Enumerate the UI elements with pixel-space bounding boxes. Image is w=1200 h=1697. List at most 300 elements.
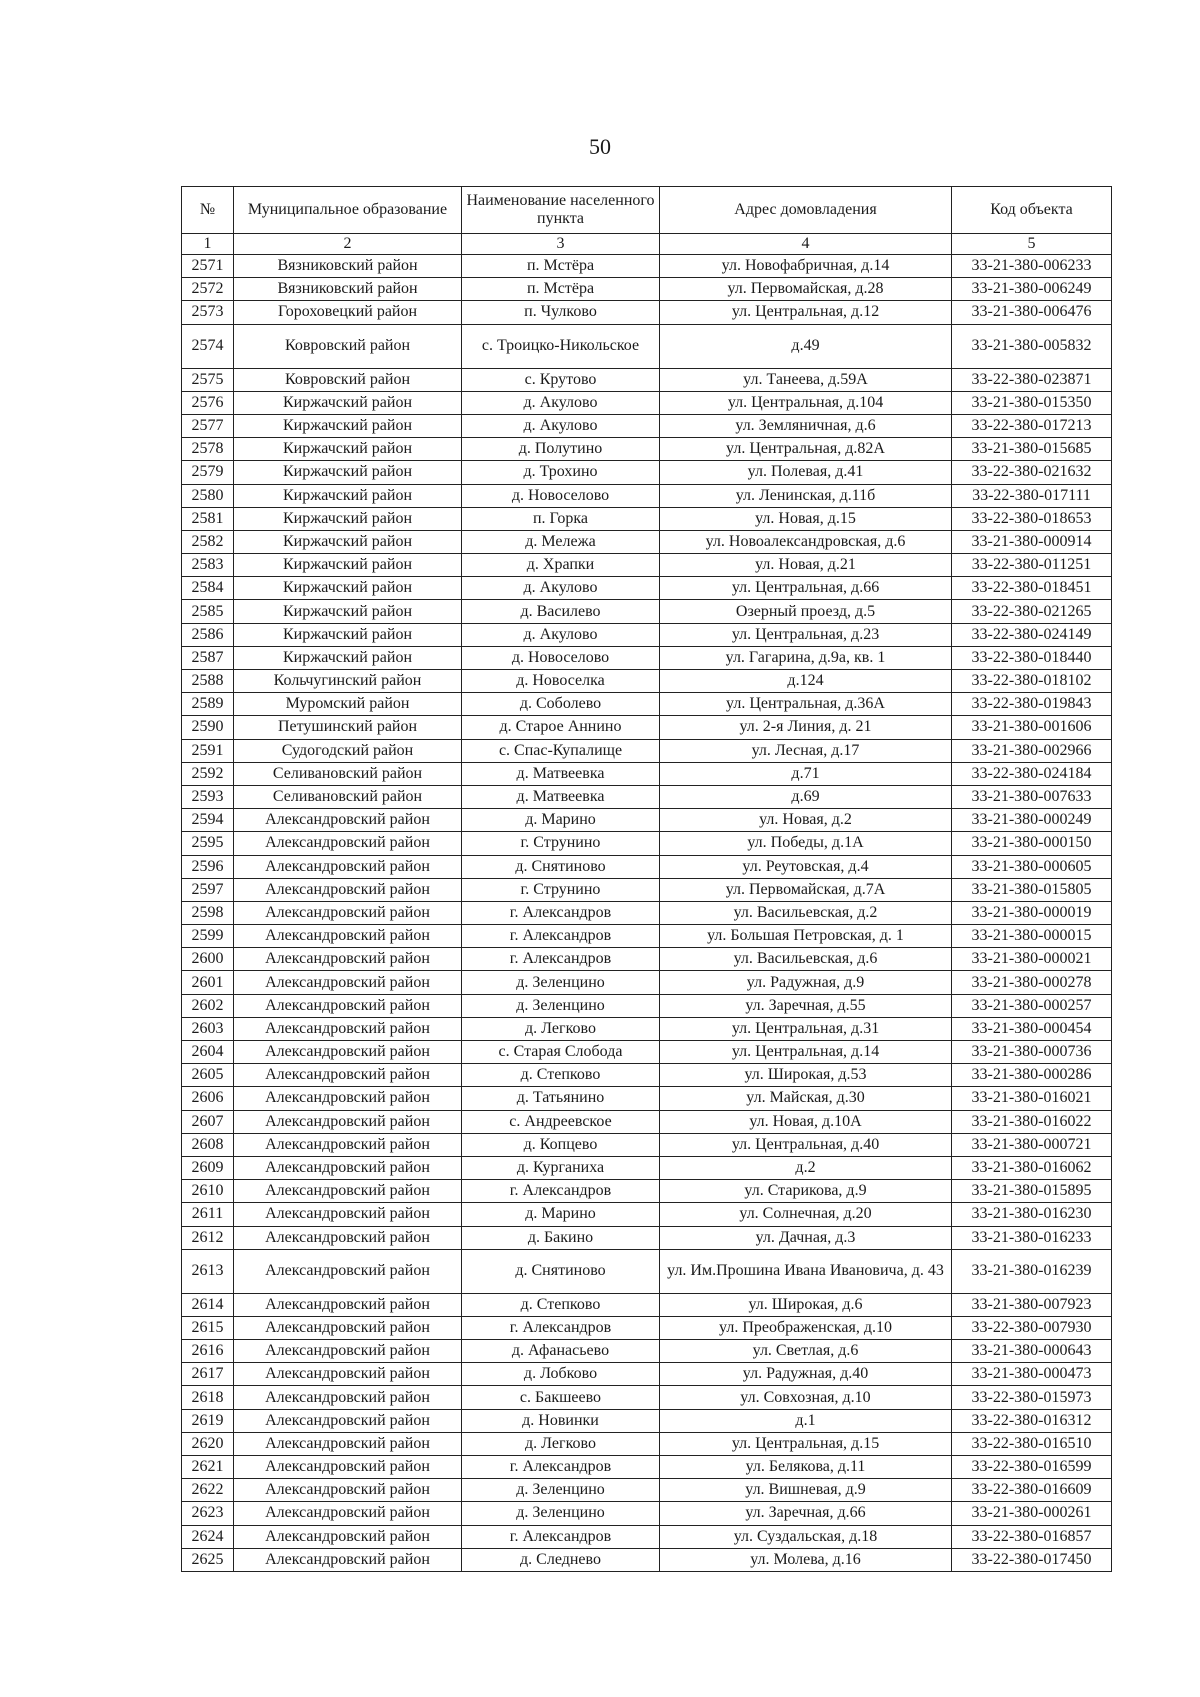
- table-row: [182, 1110, 1112, 1133]
- settlement-cell: г. Александров: [462, 1180, 660, 1203]
- row-number: 2621: [182, 1456, 234, 1479]
- table-row: [182, 855, 1112, 878]
- settlement-cell: д. Марино: [462, 809, 660, 832]
- table-row: [182, 1340, 1112, 1363]
- address-cell: ул. Радужная, д.9: [660, 971, 952, 994]
- object-code-cell: 33-21-380-005832: [952, 324, 1112, 368]
- row-number: 2571: [182, 255, 234, 278]
- row-number: 2590: [182, 716, 234, 739]
- municipality-cell: Ковровский район: [234, 368, 462, 391]
- object-code-cell: 33-22-380-021632: [952, 461, 1112, 484]
- address-cell: ул. Центральная, д.82А: [660, 438, 952, 461]
- municipality-cell: Александровский район: [234, 1180, 462, 1203]
- address-cell: ул. Победы, д.1А: [660, 832, 952, 855]
- address-cell: ул. Новоалександровская, д.6: [660, 530, 952, 553]
- row-number: 2575: [182, 368, 234, 391]
- settlement-cell: д. Новоселово: [462, 646, 660, 669]
- row-number: 2586: [182, 623, 234, 646]
- municipality-cell: Киржачский район: [234, 438, 462, 461]
- table-row: [182, 901, 1112, 924]
- address-cell: ул. Реутовская, д.4: [660, 855, 952, 878]
- address-cell: ул. Центральная, д.15: [660, 1432, 952, 1455]
- municipality-cell: Ковровский район: [234, 324, 462, 368]
- object-code-cell: 33-22-380-018102: [952, 670, 1112, 693]
- table-row: [182, 1456, 1112, 1479]
- row-number: 2597: [182, 878, 234, 901]
- municipality-cell: Кольчугинский район: [234, 670, 462, 693]
- table-row: [182, 1226, 1112, 1249]
- object-code-cell: 33-22-380-021265: [952, 600, 1112, 623]
- header-row: [182, 187, 1112, 234]
- row-number: 2593: [182, 785, 234, 808]
- object-code-cell: 33-21-380-000249: [952, 809, 1112, 832]
- table-row: [182, 1133, 1112, 1156]
- row-number: 2609: [182, 1156, 234, 1179]
- settlement-cell: г. Александров: [462, 1525, 660, 1548]
- table-row: [182, 1409, 1112, 1432]
- table-row: [182, 948, 1112, 971]
- settlement-cell: д. Акулово: [462, 414, 660, 437]
- row-number: 2577: [182, 414, 234, 437]
- municipality-cell: Вязниковский район: [234, 278, 462, 301]
- table-row: [182, 255, 1112, 278]
- object-code-cell: 33-21-380-007923: [952, 1293, 1112, 1316]
- settlement-cell: с. Спас-Купалище: [462, 739, 660, 762]
- table-row: [182, 368, 1112, 391]
- row-number: 2598: [182, 901, 234, 924]
- municipality-cell: Александровский район: [234, 925, 462, 948]
- settlement-cell: д. Снятиново: [462, 855, 660, 878]
- object-code-cell: 33-22-380-017111: [952, 484, 1112, 507]
- row-number: 2613: [182, 1249, 234, 1293]
- municipality-cell: Александровский район: [234, 1249, 462, 1293]
- settlement-cell: д. Трохино: [462, 461, 660, 484]
- row-number: 2580: [182, 484, 234, 507]
- table-row: [182, 809, 1112, 832]
- object-code-cell: 33-21-380-000473: [952, 1363, 1112, 1386]
- table-row: [182, 391, 1112, 414]
- address-cell: ул. Совхозная, д.10: [660, 1386, 952, 1409]
- table-row: [182, 739, 1112, 762]
- address-cell: ул. Старикова, д.9: [660, 1180, 952, 1203]
- address-cell: ул. Первомайская, д.7А: [660, 878, 952, 901]
- settlement-cell: д. Степково: [462, 1064, 660, 1087]
- address-cell: ул. Широкая, д.6: [660, 1293, 952, 1316]
- address-cell: ул. Ленинская, д.11б: [660, 484, 952, 507]
- header-object-code: Код объекта: [952, 187, 1112, 234]
- address-cell: ул. Васильевская, д.6: [660, 948, 952, 971]
- settlement-cell: д. Василево: [462, 600, 660, 623]
- column-number: 1: [182, 234, 234, 255]
- row-number: 2574: [182, 324, 234, 368]
- settlement-cell: д. Татьянино: [462, 1087, 660, 1110]
- municipality-cell: Александровский район: [234, 832, 462, 855]
- settlement-cell: д. Матвеевка: [462, 762, 660, 785]
- object-code-cell: 33-22-380-017450: [952, 1548, 1112, 1571]
- address-cell: ул. Лесная, д.17: [660, 739, 952, 762]
- municipality-cell: Вязниковский район: [234, 255, 462, 278]
- settlement-cell: п. Мстёра: [462, 255, 660, 278]
- table-row: [182, 1316, 1112, 1339]
- object-code-cell: 33-21-380-000914: [952, 530, 1112, 553]
- settlement-cell: д. Новинки: [462, 1409, 660, 1432]
- municipality-cell: Александровский район: [234, 1479, 462, 1502]
- settlement-cell: г. Александров: [462, 925, 660, 948]
- object-code-cell: 33-21-380-000015: [952, 925, 1112, 948]
- municipality-cell: Киржачский район: [234, 530, 462, 553]
- settlement-cell: д. Старое Аннино: [462, 716, 660, 739]
- object-code-cell: 33-21-380-000257: [952, 994, 1112, 1017]
- municipality-cell: Александровский район: [234, 1340, 462, 1363]
- address-cell: ул. Солнечная, д.20: [660, 1203, 952, 1226]
- settlement-cell: д. Следнево: [462, 1548, 660, 1571]
- row-number: 2587: [182, 646, 234, 669]
- header-number: №: [182, 187, 234, 234]
- address-cell: ул. Им.Прошина Ивана Ивановича, д. 43: [660, 1249, 952, 1293]
- row-number: 2594: [182, 809, 234, 832]
- settlement-cell: д. Матвеевка: [462, 785, 660, 808]
- address-cell: ул. Центральная, д.40: [660, 1133, 952, 1156]
- object-code-cell: 33-21-380-015685: [952, 438, 1112, 461]
- table-row: [182, 971, 1112, 994]
- object-code-cell: 33-22-380-018451: [952, 577, 1112, 600]
- address-cell: ул. Белякова, д.11: [660, 1456, 952, 1479]
- object-code-cell: 33-21-380-000454: [952, 1017, 1112, 1040]
- object-code-cell: 33-22-380-007930: [952, 1316, 1112, 1339]
- table-row: [182, 1156, 1112, 1179]
- municipality-cell: Александровский район: [234, 1363, 462, 1386]
- table-row: [182, 1180, 1112, 1203]
- settlement-cell: г. Александров: [462, 901, 660, 924]
- row-number: 2572: [182, 278, 234, 301]
- municipality-cell: Александровский район: [234, 901, 462, 924]
- address-cell: ул. Первомайская, д.28: [660, 278, 952, 301]
- municipality-cell: Александровский район: [234, 878, 462, 901]
- object-code-cell: 33-22-380-023871: [952, 368, 1112, 391]
- address-cell: ул. Суздальская, д.18: [660, 1525, 952, 1548]
- row-number: 2589: [182, 693, 234, 716]
- municipality-cell: Александровский район: [234, 1156, 462, 1179]
- settlement-cell: д. Зеленцино: [462, 1479, 660, 1502]
- row-number: 2619: [182, 1409, 234, 1432]
- row-number: 2620: [182, 1432, 234, 1455]
- row-number: 2616: [182, 1340, 234, 1363]
- table-row: [182, 1502, 1112, 1525]
- municipality-cell: Александровский район: [234, 1548, 462, 1571]
- object-code-cell: 33-22-380-018440: [952, 646, 1112, 669]
- table-row: [182, 1548, 1112, 1571]
- row-number: 2602: [182, 994, 234, 1017]
- municipality-cell: Александровский район: [234, 1110, 462, 1133]
- table-row: [182, 762, 1112, 785]
- address-cell: ул. Молева, д.16: [660, 1548, 952, 1571]
- address-cell: ул. Широкая, д.53: [660, 1064, 952, 1087]
- address-cell: ул. Светлая, д.6: [660, 1340, 952, 1363]
- object-code-cell: 33-21-380-000261: [952, 1502, 1112, 1525]
- object-code-cell: 33-21-380-015895: [952, 1180, 1112, 1203]
- settlement-cell: д. Зеленцино: [462, 971, 660, 994]
- settlement-cell: д. Акулово: [462, 391, 660, 414]
- address-cell: д.124: [660, 670, 952, 693]
- municipality-cell: Киржачский район: [234, 600, 462, 623]
- object-code-cell: 33-22-380-016510: [952, 1432, 1112, 1455]
- address-cell: ул. Гагарина, д.9а, кв. 1: [660, 646, 952, 669]
- address-cell: ул. Майская, д.30: [660, 1087, 952, 1110]
- object-code-cell: 33-21-380-000021: [952, 948, 1112, 971]
- municipality-cell: Киржачский район: [234, 507, 462, 530]
- settlement-cell: д. Новоселка: [462, 670, 660, 693]
- registry-table: [181, 186, 1112, 1572]
- municipality-cell: Киржачский район: [234, 484, 462, 507]
- table-row: [182, 1017, 1112, 1040]
- table-row: [182, 1041, 1112, 1064]
- address-cell: ул. Заречная, д.55: [660, 994, 952, 1017]
- municipality-cell: Александровский район: [234, 948, 462, 971]
- address-cell: д.2: [660, 1156, 952, 1179]
- municipality-cell: Гороховецкий район: [234, 301, 462, 324]
- table-row: [182, 646, 1112, 669]
- row-number: 2614: [182, 1293, 234, 1316]
- settlement-cell: с. Старая Слобода: [462, 1041, 660, 1064]
- settlement-cell: г. Александров: [462, 948, 660, 971]
- municipality-cell: Александровский район: [234, 1456, 462, 1479]
- row-number: 2588: [182, 670, 234, 693]
- row-number: 2591: [182, 739, 234, 762]
- address-cell: ул. Новая, д.15: [660, 507, 952, 530]
- row-number: 2582: [182, 530, 234, 553]
- address-cell: ул. Центральная, д.23: [660, 623, 952, 646]
- municipality-cell: Александровский район: [234, 1316, 462, 1339]
- settlement-cell: д. Степково: [462, 1293, 660, 1316]
- column-number-row: [182, 234, 1112, 255]
- object-code-cell: 33-21-380-000721: [952, 1133, 1112, 1156]
- table-row: [182, 600, 1112, 623]
- settlement-cell: с. Бакшеево: [462, 1386, 660, 1409]
- object-code-cell: 33-21-380-000278: [952, 971, 1112, 994]
- address-cell: ул. Дачная, д.3: [660, 1226, 952, 1249]
- municipality-cell: Киржачский район: [234, 577, 462, 600]
- row-number: 2600: [182, 948, 234, 971]
- municipality-cell: Александровский район: [234, 994, 462, 1017]
- address-cell: ул. 2-я Линия, д. 21: [660, 716, 952, 739]
- address-cell: ул. Новофабричная, д.14: [660, 255, 952, 278]
- address-cell: ул. Центральная, д.66: [660, 577, 952, 600]
- settlement-cell: д. Бакино: [462, 1226, 660, 1249]
- address-cell: ул. Новая, д.10А: [660, 1110, 952, 1133]
- object-code-cell: 33-21-380-000736: [952, 1041, 1112, 1064]
- municipality-cell: Александровский район: [234, 1203, 462, 1226]
- row-number: 2607: [182, 1110, 234, 1133]
- municipality-cell: Александровский район: [234, 1133, 462, 1156]
- address-cell: ул. Центральная, д.31: [660, 1017, 952, 1040]
- object-code-cell: 33-21-380-015805: [952, 878, 1112, 901]
- settlement-cell: д. Снятиново: [462, 1249, 660, 1293]
- table-row: [182, 623, 1112, 646]
- settlement-cell: с. Андреевское: [462, 1110, 660, 1133]
- address-cell: ул. Земляничная, д.6: [660, 414, 952, 437]
- object-code-cell: 33-21-380-006233: [952, 255, 1112, 278]
- object-code-cell: 33-21-380-000643: [952, 1340, 1112, 1363]
- municipality-cell: Селивановский район: [234, 785, 462, 808]
- municipality-cell: Киржачский район: [234, 554, 462, 577]
- municipality-cell: Петушинский район: [234, 716, 462, 739]
- settlement-cell: д. Зеленцино: [462, 1502, 660, 1525]
- row-number: 2579: [182, 461, 234, 484]
- object-code-cell: 33-21-380-000150: [952, 832, 1112, 855]
- object-code-cell: 33-21-380-015350: [952, 391, 1112, 414]
- object-code-cell: 33-22-380-017213: [952, 414, 1112, 437]
- settlement-cell: д. Соболево: [462, 693, 660, 716]
- object-code-cell: 33-21-380-016230: [952, 1203, 1112, 1226]
- address-cell: д.1: [660, 1409, 952, 1432]
- row-number: 2576: [182, 391, 234, 414]
- address-cell: ул. Вишневая, д.9: [660, 1479, 952, 1502]
- header-settlement: Наименование населенного пункта: [462, 187, 660, 234]
- table-row: [182, 301, 1112, 324]
- municipality-cell: Александровский район: [234, 1432, 462, 1455]
- row-number: 2605: [182, 1064, 234, 1087]
- address-cell: д.71: [660, 762, 952, 785]
- address-cell: ул. Центральная, д.36А: [660, 693, 952, 716]
- table-row: [182, 1203, 1112, 1226]
- row-number: 2624: [182, 1525, 234, 1548]
- table-row: [182, 1363, 1112, 1386]
- settlement-cell: г. Струнино: [462, 878, 660, 901]
- table-row: [182, 1293, 1112, 1316]
- settlement-cell: д. Акулово: [462, 623, 660, 646]
- settlement-cell: г. Александров: [462, 1316, 660, 1339]
- object-code-cell: 33-22-380-018653: [952, 507, 1112, 530]
- object-code-cell: 33-21-380-001606: [952, 716, 1112, 739]
- municipality-cell: Киржачский район: [234, 461, 462, 484]
- municipality-cell: Александровский район: [234, 971, 462, 994]
- municipality-cell: Александровский район: [234, 1087, 462, 1110]
- municipality-cell: Киржачский район: [234, 414, 462, 437]
- object-code-cell: 33-22-380-016857: [952, 1525, 1112, 1548]
- settlement-cell: д. Курганиха: [462, 1156, 660, 1179]
- object-code-cell: 33-21-380-016022: [952, 1110, 1112, 1133]
- object-code-cell: 33-21-380-016239: [952, 1249, 1112, 1293]
- address-cell: д.49: [660, 324, 952, 368]
- table-row: [182, 554, 1112, 577]
- row-number: 2612: [182, 1226, 234, 1249]
- row-number: 2618: [182, 1386, 234, 1409]
- table-row: [182, 414, 1112, 437]
- object-code-cell: 33-21-380-016021: [952, 1087, 1112, 1110]
- row-number: 2615: [182, 1316, 234, 1339]
- row-number: 2595: [182, 832, 234, 855]
- settlement-cell: г. Александров: [462, 1456, 660, 1479]
- row-number: 2596: [182, 855, 234, 878]
- settlement-cell: п. Мстёра: [462, 278, 660, 301]
- municipality-cell: Селивановский район: [234, 762, 462, 785]
- table-row: [182, 1479, 1112, 1502]
- object-code-cell: 33-21-380-006476: [952, 301, 1112, 324]
- row-number: 2625: [182, 1548, 234, 1571]
- address-cell: Озерный проезд, д.5: [660, 600, 952, 623]
- object-code-cell: 33-21-380-016233: [952, 1226, 1112, 1249]
- object-code-cell: 33-21-380-006249: [952, 278, 1112, 301]
- municipality-cell: Александровский район: [234, 1409, 462, 1432]
- object-code-cell: 33-21-380-000019: [952, 901, 1112, 924]
- settlement-cell: д. Лобково: [462, 1363, 660, 1386]
- table-row: [182, 507, 1112, 530]
- municipality-cell: Судогодский район: [234, 739, 462, 762]
- column-number: 4: [660, 234, 952, 255]
- settlement-cell: д. Легково: [462, 1017, 660, 1040]
- settlement-cell: с. Троицко-Никольское: [462, 324, 660, 368]
- settlement-cell: д. Зеленцино: [462, 994, 660, 1017]
- object-code-cell: 33-22-380-019843: [952, 693, 1112, 716]
- object-code-cell: 33-21-380-007633: [952, 785, 1112, 808]
- table-row: [182, 438, 1112, 461]
- address-cell: ул. Центральная, д.12: [660, 301, 952, 324]
- municipality-cell: Александровский район: [234, 1386, 462, 1409]
- row-number: 2623: [182, 1502, 234, 1525]
- municipality-cell: Киржачский район: [234, 623, 462, 646]
- object-code-cell: 33-21-380-016062: [952, 1156, 1112, 1179]
- municipality-cell: Александровский район: [234, 809, 462, 832]
- settlement-cell: д. Копцево: [462, 1133, 660, 1156]
- row-number: 2610: [182, 1180, 234, 1203]
- address-cell: ул. Радужная, д.40: [660, 1363, 952, 1386]
- table-row: [182, 832, 1112, 855]
- row-number: 2585: [182, 600, 234, 623]
- object-code-cell: 33-22-380-016609: [952, 1479, 1112, 1502]
- municipality-cell: Муромский район: [234, 693, 462, 716]
- table-row: [182, 1386, 1112, 1409]
- object-code-cell: 33-22-380-015973: [952, 1386, 1112, 1409]
- row-number: 2599: [182, 925, 234, 948]
- row-number: 2592: [182, 762, 234, 785]
- address-cell: ул. Центральная, д.104: [660, 391, 952, 414]
- table-row: [182, 1087, 1112, 1110]
- address-cell: ул. Танеева, д.59А: [660, 368, 952, 391]
- row-number: 2606: [182, 1087, 234, 1110]
- settlement-cell: д. Афанасьево: [462, 1340, 660, 1363]
- header-municipality: Муниципальное образование: [234, 187, 462, 234]
- table-row: [182, 577, 1112, 600]
- row-number: 2608: [182, 1133, 234, 1156]
- settlement-cell: д. Мележа: [462, 530, 660, 553]
- column-number: 3: [462, 234, 660, 255]
- settlement-cell: д. Легково: [462, 1432, 660, 1455]
- municipality-cell: Александровский район: [234, 1293, 462, 1316]
- table-row: [182, 1249, 1112, 1293]
- address-cell: ул. Преображенская, д.10: [660, 1316, 952, 1339]
- settlement-cell: д. Полутино: [462, 438, 660, 461]
- table-row: [182, 461, 1112, 484]
- address-cell: ул. Новая, д.2: [660, 809, 952, 832]
- object-code-cell: 33-22-380-011251: [952, 554, 1112, 577]
- row-number: 2604: [182, 1041, 234, 1064]
- address-cell: ул. Полевая, д.41: [660, 461, 952, 484]
- settlement-cell: д. Акулово: [462, 577, 660, 600]
- header-address: Адрес домовладения: [660, 187, 952, 234]
- table-row: [182, 785, 1112, 808]
- object-code-cell: 33-22-380-016599: [952, 1456, 1112, 1479]
- object-code-cell: 33-21-380-002966: [952, 739, 1112, 762]
- row-number: 2611: [182, 1203, 234, 1226]
- address-cell: ул. Васильевская, д.2: [660, 901, 952, 924]
- row-number: 2603: [182, 1017, 234, 1040]
- settlement-cell: п. Горка: [462, 507, 660, 530]
- settlement-cell: д. Храпки: [462, 554, 660, 577]
- row-number: 2578: [182, 438, 234, 461]
- table-row: [182, 693, 1112, 716]
- row-number: 2583: [182, 554, 234, 577]
- table-row: [182, 278, 1112, 301]
